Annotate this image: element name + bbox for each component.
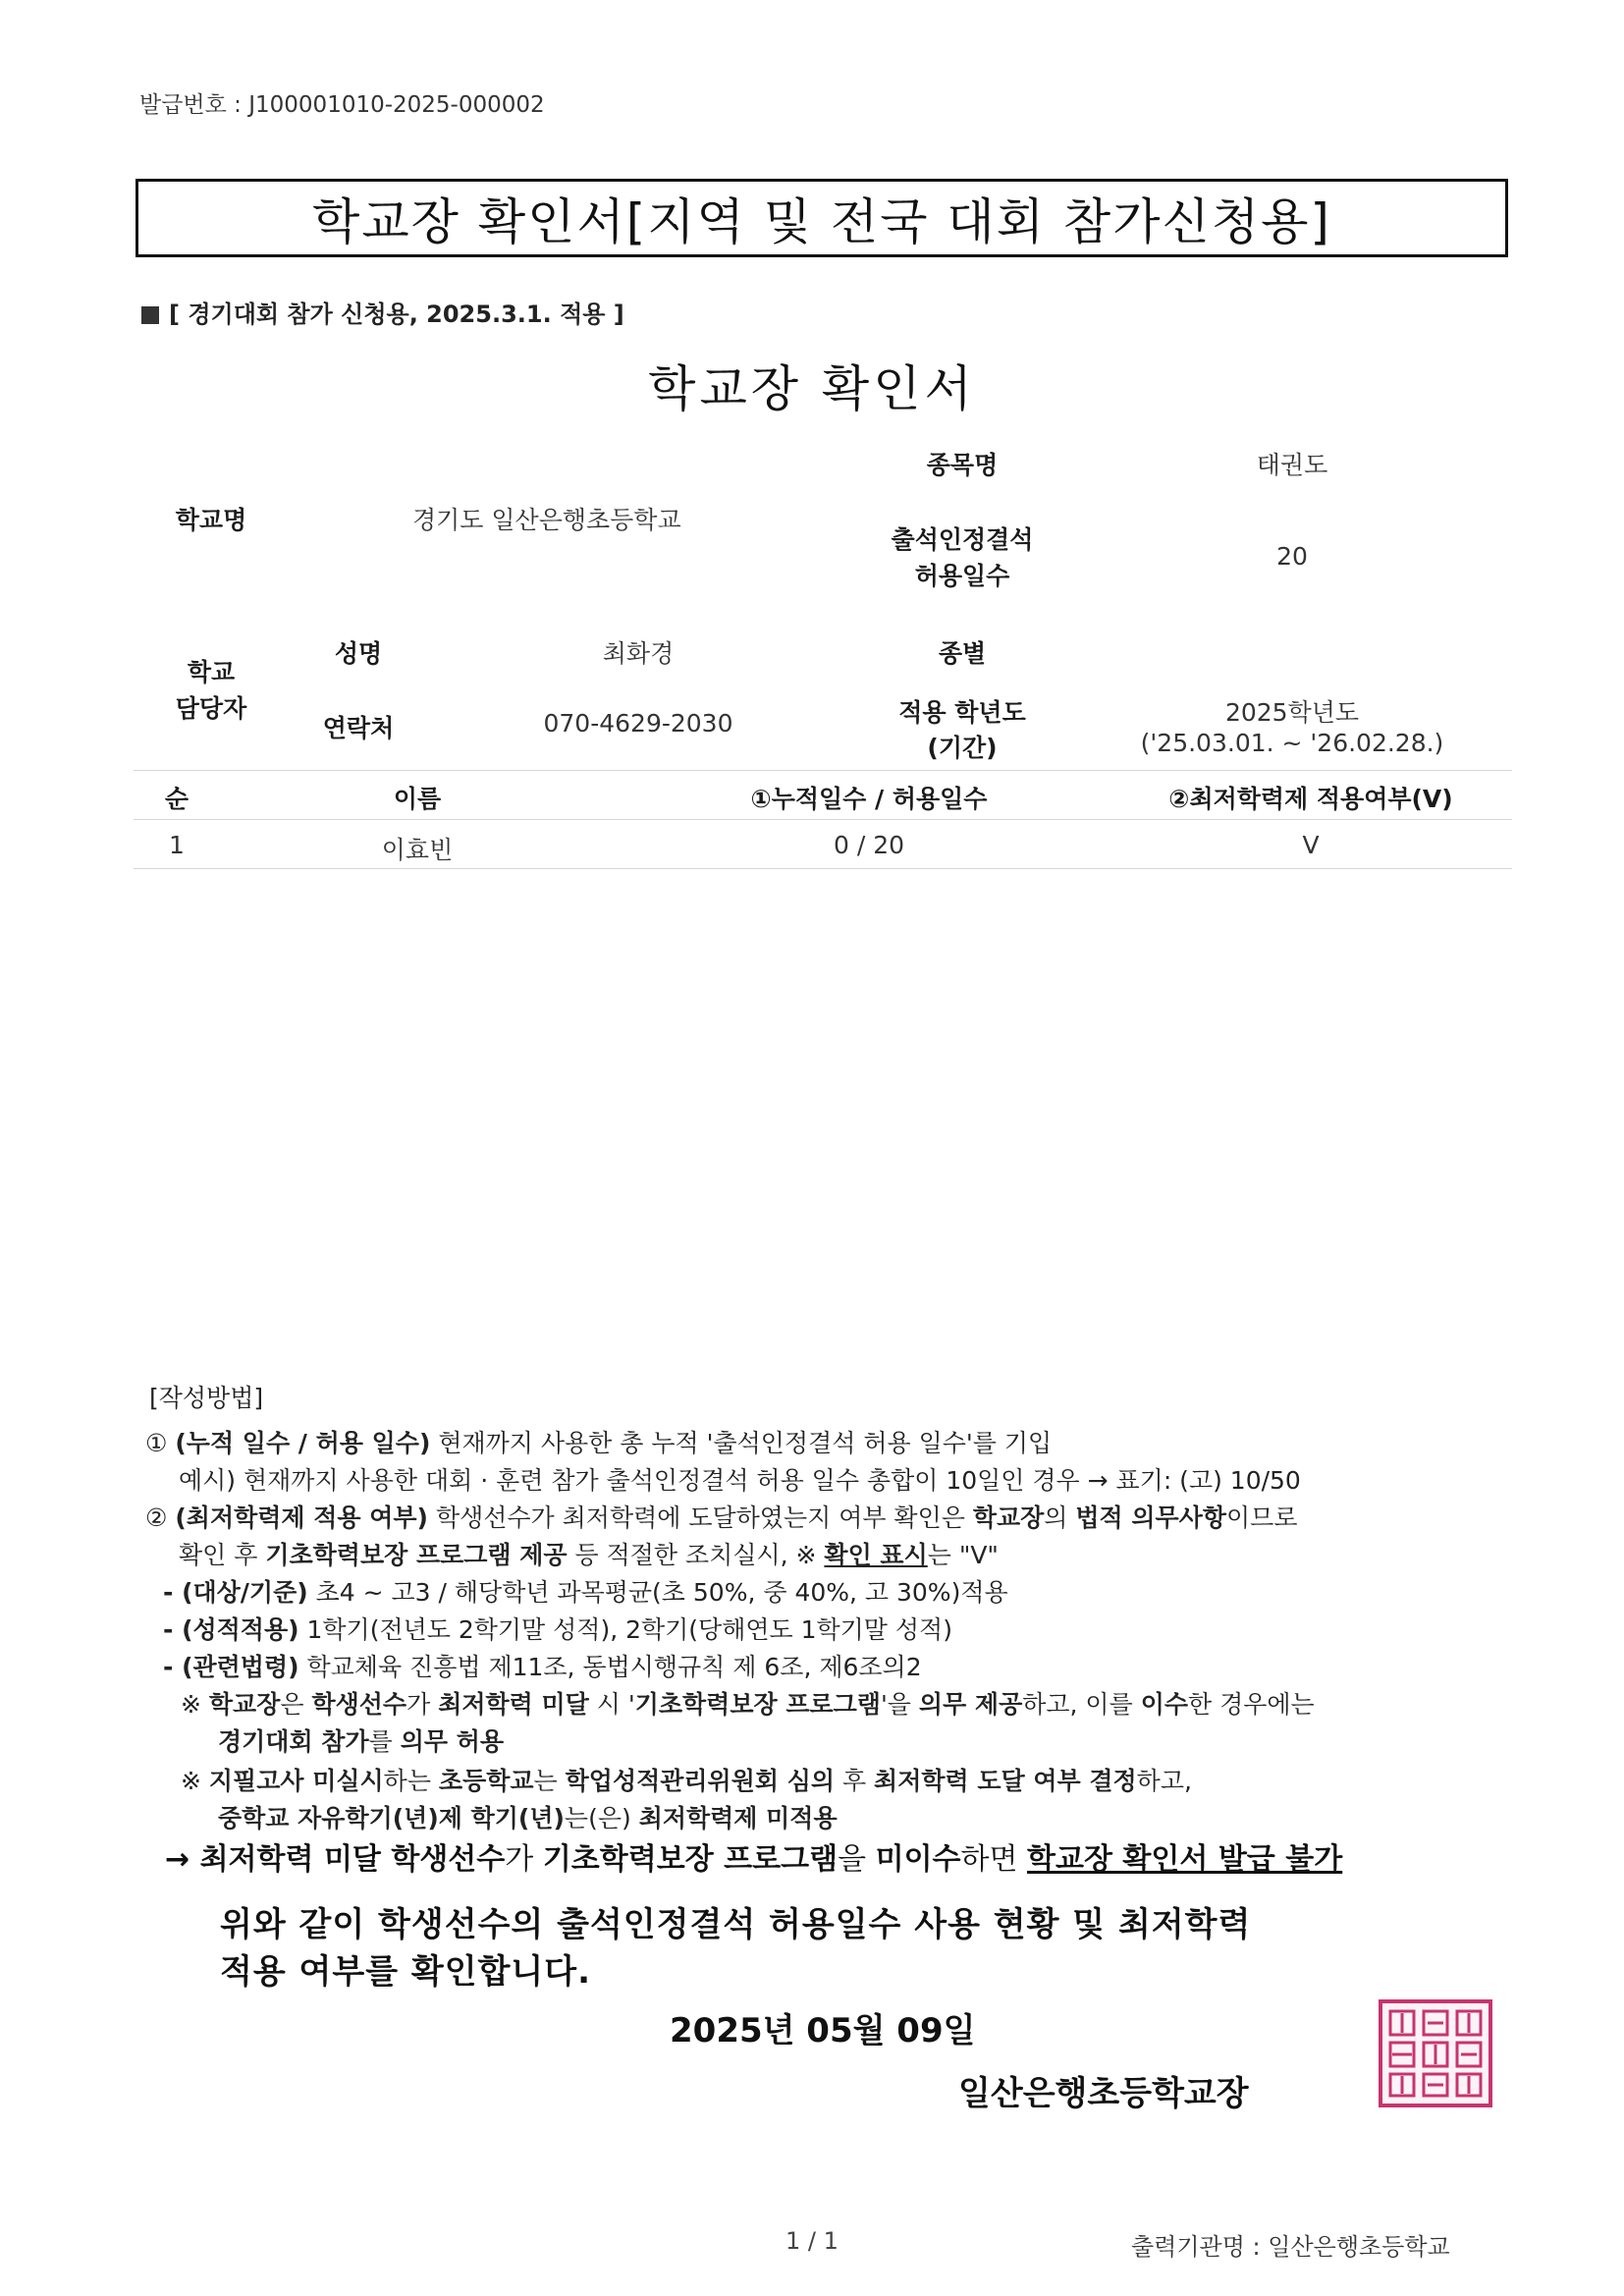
document-title: 학교장 확인서 [648,360,976,417]
school-label: 학교명 [175,506,247,534]
instruction-line-8: ※ 학교장은 학생선수가 최저학력 미달 시 '기초학력보장 프로그램'을 의무 제공하고, 이를 이수한 경우에는 [181,1690,1315,1719]
staff-label-2: 담당자 [175,694,247,723]
year-label-1: 적용 학년도 [898,698,1026,727]
year-value-1: 2025학년도 [1224,698,1360,727]
table-bottom-rule [134,868,1512,869]
allowed-days-value: 20 [1276,542,1308,571]
form-title: 학교장 확인서[지역 및 전국 대회 참가신청용] [135,179,1508,257]
instruction-line-5: - (대상/기준) 초4 ~ 고3 / 해당학년 과목평균(초 50%, 중 40%, 고 30%)적용 [163,1578,1008,1607]
instruction-line-10: ※ 지필고사 미실시하는 초등학교는 학업성적관리위원회 심의 후 최저학력 도달 여부 결정하고, [181,1767,1192,1795]
table-header-order: 순 [164,785,189,813]
instructions-title: [작성방법] [149,1384,264,1412]
allowed-days-label-2: 허용일수 [914,562,1010,590]
name-value: 최화경 [602,639,675,668]
issuing-institution: 출력기관명 : 일산은행초등학교 [1131,2233,1450,2261]
staff-label-1: 학교 [187,658,236,686]
official-seal [1379,1999,1492,2107]
table-top-rule [134,770,1512,771]
subheading-text: [ 경기대회 참가 신청용, 2025.3.1. 적용 ] [169,301,624,328]
instruction-line-1: ① (누적 일수 / 허용 일수) 현재까지 사용한 총 누적 '출석인정결석 허용 일수'를 기입 [145,1429,1053,1457]
category-label: 종별 [938,639,987,668]
subheading [141,295,624,329]
issue-number: 발급번호 : J100001010-2025-000002 [139,92,545,118]
instruction-line-4: 확인 후 기초학력보장 프로그램 제공 등 적절한 조치실시, ※ 확인 표시는 "V" [179,1541,999,1569]
confirmation-line-1: 위와 같이 학생선수의 출석인정결석 허용일수 사용 현황 및 최저학력 [220,1905,1252,1944]
table-header-rule [134,819,1512,820]
table-cell-order: 1 [169,831,185,859]
warning-line: → 최저학력 미달 학생선수가 기초학력보장 프로그램을 미이수하면 학교장 확인서 발급 불가 [165,1842,1343,1877]
instruction-line-3: ② (최저학력제 적용 여부) 학생선수가 최저학력에 도달하였는지 여부 확인은 학교장의 법적 의무사항이므로 [145,1503,1298,1532]
table-header-min-academic: ②최저학력제 적용여부(V) [1168,785,1453,813]
square-bullet-icon [141,306,159,324]
contact-value: 070-4629-2030 [543,709,733,738]
sport-label: 종목명 [926,451,999,479]
page-number: 1 / 1 [785,2227,839,2255]
signer: 일산은행초등학교장 [958,2074,1249,2113]
sport-value: 태권도 [1256,451,1328,479]
instruction-line-2: 예시) 현재까지 사용한 대회 · 훈련 참가 출석인정결석 허용 일수 총합이 10일인 경우 → 표기: (고) 10/50 [179,1466,1301,1495]
instruction-line-7: - (관련법령) 학교체육 진흥법 제11조, 동법시행규칙 제 6조, 제6조의2 [163,1653,922,1681]
name-label: 성명 [334,639,383,668]
year-value-2: ('25.03.01. ~ '26.02.28.) [1140,729,1444,757]
table-header-name: 이름 [393,785,442,813]
instruction-line-9: 경기대회 참가를 의무 허용 [218,1727,505,1756]
instruction-line-6: - (성적적용) 1학기(전년도 2학기말 성적), 2학기(당해연도 1학기말 성적) [163,1615,952,1644]
year-label-2: (기간) [927,734,998,762]
table-header-days: ①누적일수 / 허용일수 [750,785,988,813]
contact-label: 연락처 [322,714,395,742]
instruction-line-11: 중학교 자유학기(년)제 학기(년)는(은) 최저학력제 미적용 [218,1804,838,1832]
table-cell-name: 이효빈 [381,836,454,864]
table-cell-days: 0 / 20 [833,831,905,859]
allowed-days-label-1: 출석인정결석 [891,525,1034,554]
school-value: 경기도 일산은행초등학교 [412,506,681,534]
confirmation-line-2: 적용 여부를 확인합니다. [220,1952,592,1992]
issue-date: 2025년 05월 09일 [670,2011,976,2050]
seal-pattern-icon [1382,2003,1489,2104]
table-cell-min-academic: V [1302,831,1320,859]
